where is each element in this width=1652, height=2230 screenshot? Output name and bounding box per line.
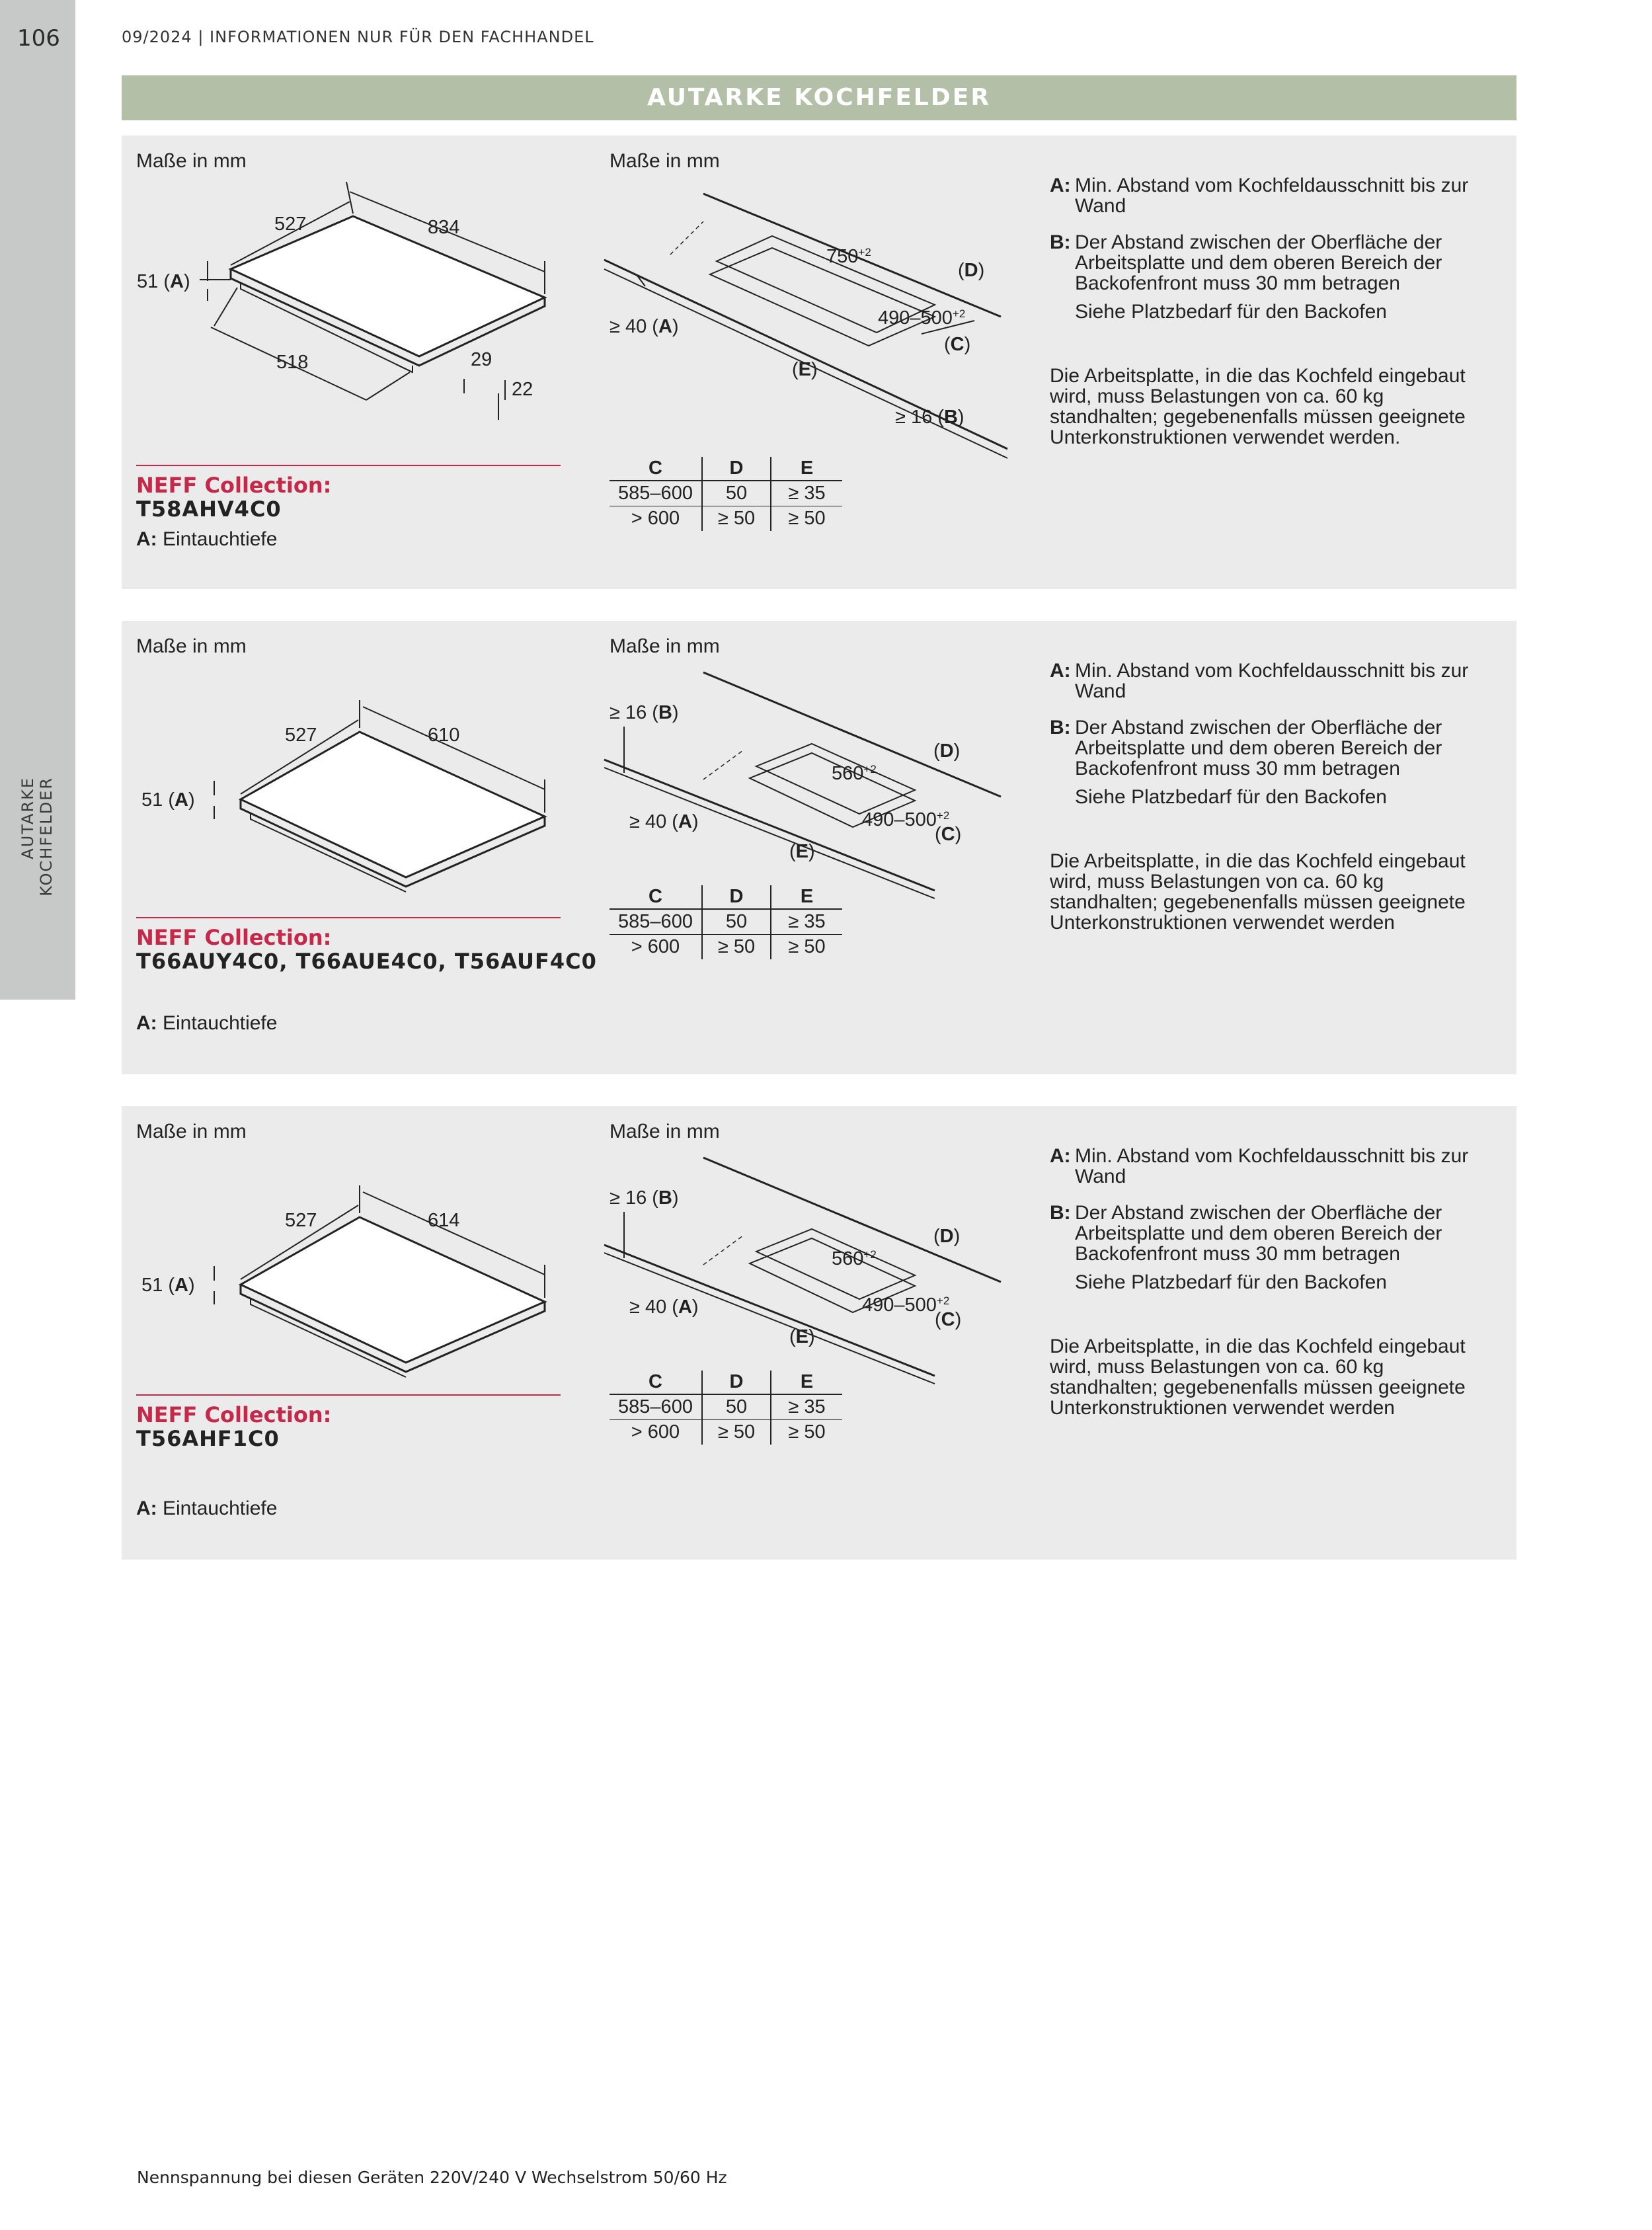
table-row: > 600 ≥ 50 ≥ 50 — [610, 506, 842, 531]
th-c: C — [610, 1371, 702, 1394]
th-e: E — [771, 457, 842, 481]
page-footer: Nennspannung bei diesen Geräten 220V/240 V Wechselstrom 50/60 Hz — [137, 2168, 727, 2187]
installation-drawing — [604, 660, 1001, 912]
installation-label: Maße in mm — [610, 150, 720, 172]
side-section-label — [19, 777, 56, 988]
cutout-width: $750^{+2}$ — [826, 246, 871, 267]
label-d: (D) — [958, 260, 985, 281]
label-40-a: ≥ 40 (A) — [629, 811, 699, 832]
dimensions-label: Maße in mm — [136, 150, 247, 172]
installation-drawing — [604, 1146, 1001, 1397]
th-e: E — [771, 1371, 842, 1394]
collection-label: NEFF Collection: — [136, 1402, 332, 1427]
cutout-depth: $490-500^{+2}$ — [862, 809, 950, 830]
label-d: (D) — [933, 740, 961, 762]
legend: A: Min. Abstand vom Kochfeldausschnitt bis zur Wand B: Der Abstand zwischen der Oberfläche der Arbeitsplatte und dem oberen Bereich der Backofenfront muss 30 mm betragen Siehe Platzbedarf für den Backofen Die Arbeitsplatte, in die das Kochfeld eingebaut wird, muss Belastungen von ca. 60 kg standhalten; gegebenenfalls müssen geeignete Unterkonstruktionen verwendet werden — [1050, 660, 1469, 934]
dim-depth: 527 — [285, 1210, 317, 1231]
product-section-3 — [122, 1106, 1516, 1560]
th-e: E — [771, 885, 842, 909]
dim-51-a: 51 (A) — [137, 271, 190, 292]
section-banner: AUTARKE KOCHFELDER — [122, 75, 1516, 120]
label-c: (C) — [935, 824, 962, 845]
label-e: (E) — [792, 359, 818, 380]
cutout-width: $560^{+2}$ — [832, 1248, 877, 1269]
clearance-table — [610, 885, 842, 959]
label-16-b: ≥ 16 (B) — [610, 1187, 679, 1209]
dimensions-label: Maße in mm — [136, 1121, 247, 1142]
dimensions-label: Maße in mm — [136, 635, 247, 657]
dim-51-a: 51 (A) — [141, 789, 195, 811]
legend: A: Min. Abstand vom Kochfeldausschnitt bis zur Wand B: Der Abstand zwischen der Oberfläche der Arbeitsplatte und dem oberen Bereich der Backofenfront muss 30 mm betragen Siehe Platzbedarf für den Backofen Die Arbeitsplatte, in die das Kochfeld eingebaut wird, muss Belastungen von ca. 60 kg standhalten; gegebenenfalls müssen geeignete Unterkonstruktionen verwendet werden — [1050, 1145, 1469, 1419]
dim-depth: 527 — [285, 725, 317, 746]
page-number: 106 — [17, 25, 60, 52]
table-row: 585–600 50 ≥ 35 — [610, 481, 842, 506]
dim-width: 834 — [428, 217, 460, 238]
cutout-depth: $490-500^{+2}$ — [878, 307, 966, 329]
clearance-table — [610, 457, 842, 531]
label-16-b: ≥ 16 (B) — [610, 702, 679, 723]
th-d: D — [702, 1371, 771, 1394]
dim-inner-depth: 518 — [276, 352, 309, 373]
eintauch-note: A: Eintauchtiefe — [136, 528, 278, 550]
th-c: C — [610, 885, 702, 909]
label-d: (D) — [933, 1226, 961, 1247]
installation-drawing — [604, 175, 1001, 453]
eintauch-note: A: Eintauchtiefe — [136, 1497, 278, 1519]
th-d: D — [702, 885, 771, 909]
cutout-depth: $490-500^{+2}$ — [862, 1294, 950, 1316]
dim-depth: 527 — [274, 214, 307, 235]
collection-models: T66AUY4C0, T66AUE4C0, T56AUF4C0 — [136, 949, 597, 974]
dim-height-1: 29 — [471, 349, 492, 370]
legend: A: Min. Abstand vom Kochfeldausschnitt bis zur Wand B: Der Abstand zwischen der Oberfläche der Arbeitsplatte und dem oberen Bereich der Backofenfront muss 30 mm betragen Siehe Platzbedarf für den Backofen Die Arbeitsplatte, in die das Kochfeld eingebaut wird, muss Belastungen von ca. 60 kg standhalten; gegebenenfalls müssen geeignete Unterkonstruktionen verwendet werden. — [1050, 175, 1469, 448]
label-40-a: ≥ 40 (A) — [610, 316, 679, 337]
label-e: (E) — [789, 841, 815, 862]
table-row: 585–600 50 ≥ 35 — [610, 1394, 842, 1419]
side-label-line2: KOCHFELDER — [37, 777, 56, 896]
hob-dimension-drawing — [122, 621, 584, 898]
collection-label: NEFF Collection: — [136, 473, 332, 498]
dim-width: 610 — [428, 725, 460, 746]
table-row: 585–600 50 ≥ 35 — [610, 909, 842, 934]
collection-divider — [136, 917, 561, 918]
label-c: (C) — [935, 1309, 962, 1330]
th-d: D — [702, 457, 771, 481]
product-section-2 — [122, 621, 1516, 1074]
dim-51-a: 51 (A) — [141, 1275, 195, 1296]
collection-models: T56AHF1C0 — [136, 1426, 280, 1451]
label-c: (C) — [944, 334, 971, 355]
hob-dimension-drawing — [122, 1106, 584, 1384]
page-header: 09/2024 | INFORMATIONEN NUR FÜR DEN FACHHANDEL — [122, 28, 594, 46]
cutout-width: $560^{+2}$ — [832, 763, 877, 784]
side-label-line1: AUTARKE — [19, 777, 37, 859]
product-section-1 — [122, 136, 1516, 589]
collection-divider — [136, 1394, 561, 1396]
label-40-a: ≥ 40 (A) — [629, 1296, 699, 1318]
clearance-table — [610, 1371, 842, 1445]
collection-divider — [136, 465, 561, 466]
dim-height-2: 22 — [512, 379, 533, 400]
collection-models: T58AHV4C0 — [136, 497, 282, 522]
collection-label: NEFF Collection: — [136, 925, 332, 950]
table-row: > 600 ≥ 50 ≥ 50 — [610, 1419, 842, 1445]
label-e: (E) — [789, 1326, 815, 1347]
installation-label: Maße in mm — [610, 1121, 720, 1142]
label-16-b: ≥ 16 (B) — [895, 407, 964, 428]
eintauch-note: A: Eintauchtiefe — [136, 1012, 278, 1034]
th-c: C — [610, 457, 702, 481]
table-row: > 600 ≥ 50 ≥ 50 — [610, 934, 842, 959]
dim-width: 614 — [428, 1210, 460, 1231]
hob-dimension-drawing — [122, 136, 584, 466]
installation-label: Maße in mm — [610, 635, 720, 657]
